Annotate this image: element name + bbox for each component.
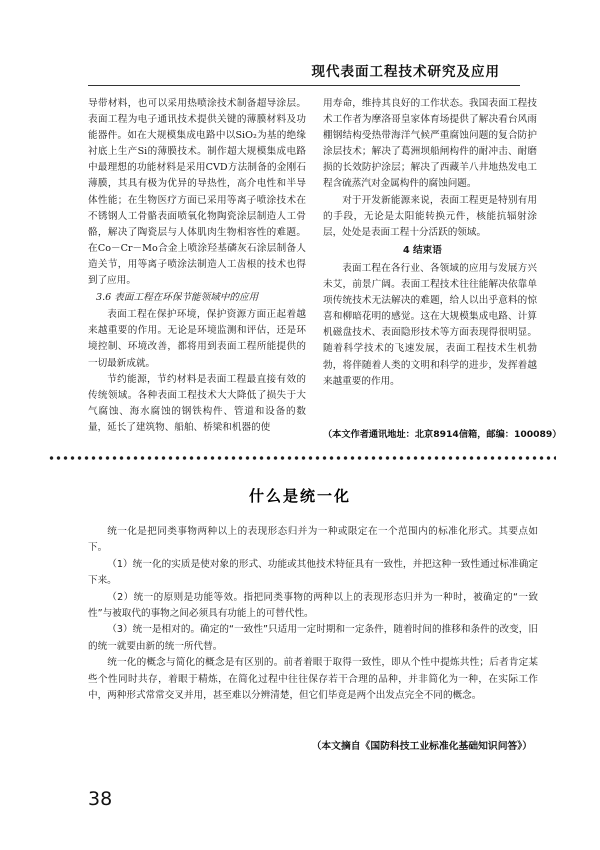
page-number: 38 <box>88 788 113 810</box>
sidebar-article-body <box>88 524 538 704</box>
running-header-title: 现代表面工程技术研究及应用 <box>311 64 500 80</box>
right-column <box>323 96 537 390</box>
left-paragraph-3: 节约能源，节约材料是表面工程最直接有效的传统领域。各种表面工程技术大大降低了损失于大气腐蚀、海水腐蚀的钢铁构件、管道和设备的数量，延长了建筑物、船舶、桥梁和机器的使 <box>88 373 306 433</box>
article-paragraph-5: 统一化的概念与简化的概念是有区别的。前者着眼于取得一致性，即从个性中提炼共性；后者肯定某些个性同时共存，着眼于精炼，在简化过程中往往保存若干合理的品种，并非简化为一种，在实际工作中，两种形式常常交叉并用，甚至难以分辨清楚，但它们毕竟是两个出发点完全不同的概念。 <box>88 657 538 702</box>
left-column <box>88 96 306 436</box>
dotted-divider <box>48 454 556 462</box>
left-paragraph-2: 表面工程在保护环境，保护资源方面正起着越来越重要的作用。无论是环境监测和评估，还是环境控制、环境改善，都将用到表面工程所能提供的一切最新成就。 <box>88 309 306 369</box>
article-paragraph-4: （3）统一是相对的。确定的“一致性”只适用一定时期和一定条件，随着时间的推移和条件的改变，旧的统一就要由新的统一所代替。 <box>88 624 538 652</box>
article-paragraph-3: （2）统一的原则是功能等效。指把同类事物的两种以上的表现形态归并为一种时，被确定的“一致性”与被取代的事物之间必须具有功能上的可替代性。 <box>88 591 538 620</box>
article-source: （本文摘自《国防科技工业标准化基础知识问答》） <box>311 741 532 752</box>
section-heading-3-6: 3.6 表面工程在环保节能领域中的应用 <box>96 292 259 304</box>
left-paragraph-1: 导带材料，也可以采用热喷涂技术制备超导涂层。表面工程为电子通讯技术提供关键的薄膜材料及功能器件。如在大规模集成电路中以SiO₂为基的绝缘衬底上生产Si的薄膜技术。制作超大规模集成电路中最理想的功能材料是采用CVD方法制备的金刚石薄膜，其具有极为优异的导热性，高介电性和半导体性能；在生物医疗方面已采用等离子喷涂技术在不锈钢人工骨骼表面喷氧化物陶瓷涂层制造人工骨骼，解决了陶瓷层与人体肌肉生物相容性的难题。在Co－Cr－Mo合金上喷涂羟基磷灰石涂层制备人造关节，用等离子喷涂法制造人工齿根的技术也得到了应用。 <box>88 98 306 287</box>
author-contact: （本文作者通讯地址：北京8914信箱，邮编：100089） <box>323 429 562 440</box>
right-paragraph-3: 表面工程在各行业、各领域的应用与发展方兴未艾，前景广阔。表面工程技术往往能解决依靠单项传统技术无法解决的难题，给人以出乎意料的惊喜和柳暗花明的感觉。这在大规模集成电路、计算机磁盘技术、表面隐形技术等方面表现得很明显。随着科学技术的飞速发展，表面工程技术生机勃勃，将伴随着人类的文明和科学的进步，发挥着越来越重要的作用。 <box>323 262 537 387</box>
section-heading-4: 4 结束语 <box>403 244 442 256</box>
right-paragraph-1: 用寿命，维持其良好的工作状态。我国表面工程技术工作者为摩洛哥皇家体育场提供了解决看台风雨棚钢结构受热带海洋气候严重腐蚀问题的复合防护涂层技术；解决了葛洲坝船闸构件的耐冲击、耐磨损的长效防护涂层；解决了西藏羊八井地热发电工程含硫蒸汽对金属构件的腐蚀问题。 <box>323 98 537 190</box>
sidebar-article-title: 什么是统一化 <box>248 487 351 505</box>
header-divider <box>88 85 520 86</box>
article-paragraph-1: 统一化是把同类事物两种以上的表现形态归并为一种或限定在一个范围内的标准化形式。其要点如下。 <box>88 526 538 554</box>
right-paragraph-2: 对于开发新能源来说，表面工程更是特别有用的手段，无论是太阳能转换元件，核能抗辐射涂层，处处是表面工程十分活跃的领域。 <box>323 194 537 238</box>
article-paragraph-2: （1）统一化的实质是使对象的形式、功能或其他技术特征具有一致性，并把这种一致性通过标准确定下来。 <box>88 558 538 587</box>
